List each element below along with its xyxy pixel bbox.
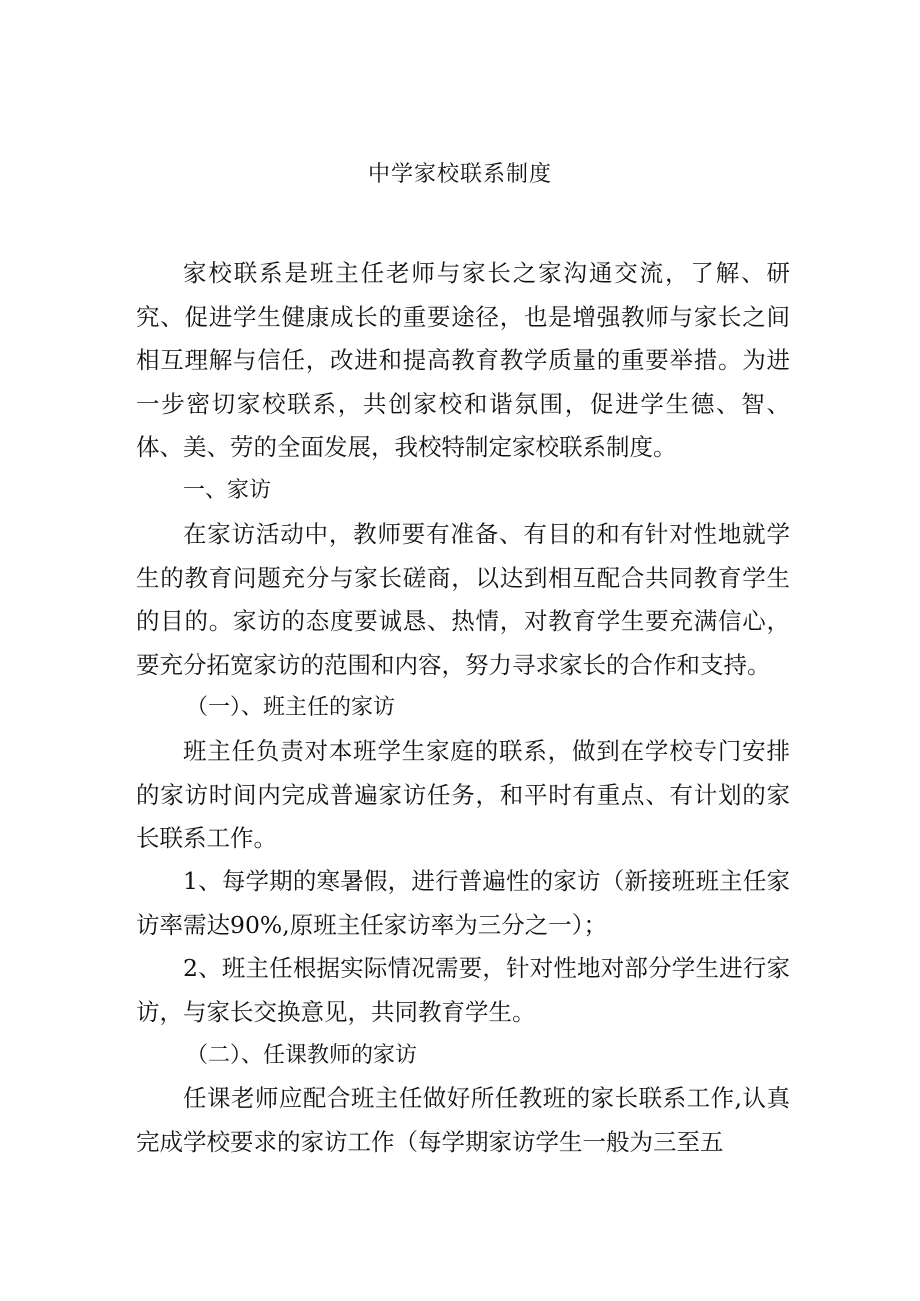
- home-visit-paragraph: 在家访活动中，教师要有准备、有目的和有针对性地就学生的教育问题充分与家长磋商，以达到相互配合共同教育学生的目的。家访的态度要诚恳、热情，对教育学生要充满信心，要充分拓宽家访的范围和内容，努力寻求家长的合作和支持。: [136, 520, 790, 679]
- subsection-heading-subject-teacher: （二）、任课教师的家访: [186, 1043, 418, 1068]
- intro-paragraph: 家校联系是班主任老师与家长之家沟通交流，了解、研究、促进学生健康成长的重要途径，也是增强教师与家长之间相互理解与信任，改进和提高教育教学质量的重要举措。为进一步密切家校联系，共创家校和谐氛围，促进学生德、智、体、美、劳的全面发展，我校特制定家校联系制度。: [136, 259, 790, 461]
- section-heading-home-visit: 一、家访: [183, 478, 272, 503]
- list-item-1: 1、每学期的寒暑假，进行普遍性的家访（新接班班主任家访率需达90%,原班主任家访率为三分之一）；: [136, 867, 790, 939]
- head-teacher-paragraph: 班主任负责对本班学生家庭的联系，做到在学校专门安排的家访时间内完成普遍家访任务，和平时有重点、有计划的家长联系工作。: [136, 737, 790, 852]
- document-title: 中学家校联系制度: [367, 162, 552, 187]
- subject-teacher-paragraph: 任课老师应配合班主任做好所任教班的家长联系工作,认真完成学校要求的家访工作（每学期家访学生一般为三至五: [136, 1084, 790, 1156]
- subsection-heading-head-teacher: （一）、班主任的家访: [186, 695, 396, 720]
- list-item-2: 2、班主任根据实际情况需要，针对性地对部分学生进行家访，与家长交换意见，共同教育学生。: [136, 954, 790, 1026]
